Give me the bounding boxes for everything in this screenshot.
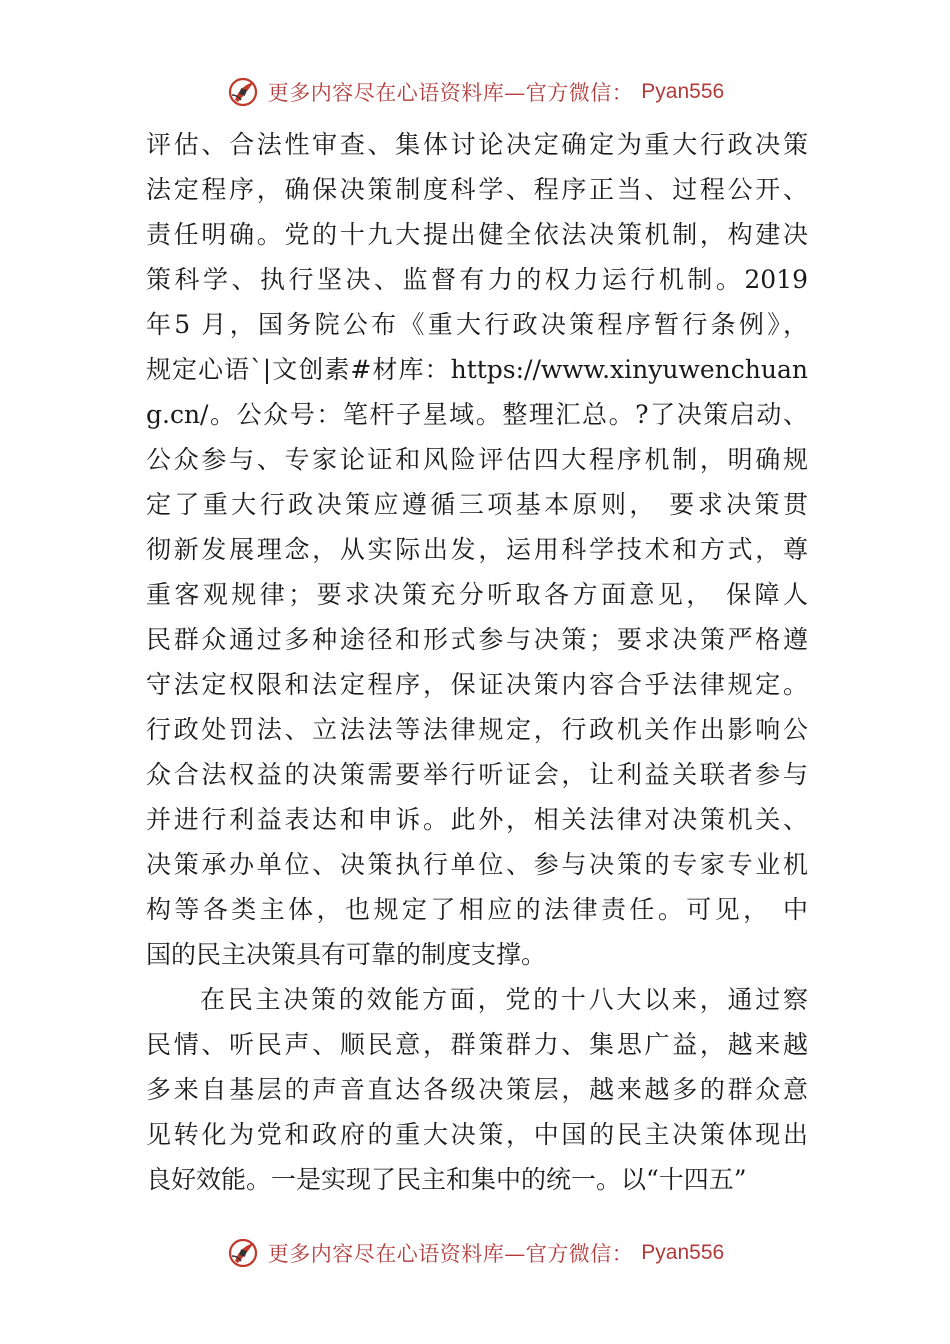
- text-line: 公众参与、专家论证和风险评估四大程序机制，明确规: [146, 445, 808, 474]
- footer-banner: [0, 1233, 950, 1273]
- text-line: 并进行利益表达和申诉。此外，相关法律对决策机关、: [146, 805, 808, 834]
- text-line: 行政处罚法、立法法等法律规定，行政机关作出影响公: [146, 715, 808, 744]
- text-line: 良好效能。一是实现了民主和集中的统一。以“十四五”: [146, 1165, 747, 1194]
- text-line: 多来自基层的声音直达各级决策层，越来越多的群众意: [146, 1075, 808, 1104]
- brand-logo-icon: [226, 1236, 260, 1270]
- text-line: 民群众通过多种途径和形式参与决策；要求决策严格遵: [146, 625, 808, 654]
- text-line: 策科学、执行坚决、监督有力的权力运行机制。2019: [146, 265, 808, 294]
- text-line: 彻新发展理念，从实际出发，运用科学技术和方式，尊: [146, 535, 808, 564]
- text-line: 民情、听民声、顺民意，群策群力、集思广益，越来越: [146, 1030, 808, 1059]
- text-line: 法定程序，确保决策制度科学、程序正当、过程公开、: [146, 175, 808, 204]
- text-line: 决策承办单位、决策执行单位、参与决策的专家专业机: [146, 850, 808, 879]
- header-banner: [0, 72, 950, 112]
- text-line: 年5 月，国务院公布《重大行政决策程序暂行条例》，: [146, 310, 808, 339]
- text-line: 规定心语`|文创素#材库：https://www.xinyuwenchuan: [146, 355, 808, 384]
- text-line: 评估、合法性审查、集体讨论决定确定为重大行政决策: [146, 130, 808, 159]
- header-banner-text: 更多内容尽在心语资料库—官方微信：: [267, 81, 634, 105]
- document-body: [146, 122, 808, 1202]
- text-line: g.cn/。公众号：笔杆子星域。整理汇总。?了决策启动、: [146, 400, 808, 429]
- text-line: 见转化为党和政府的重大决策，中国的民主决策体现出: [146, 1120, 808, 1149]
- text-line-paragraph-end: 国的民主决策具有可靠的制度支撑。: [146, 940, 547, 969]
- text-line: 重客观规律；要求决策充分听取各方面意见， 保障人: [146, 580, 808, 609]
- text-line: 守法定权限和法定程序，保证决策内容合乎法律规定。: [146, 670, 808, 699]
- text-line-paragraph-start: 在民主决策的效能方面，党的十八大以来，通过察: [200, 985, 808, 1014]
- footer-wechat-id: Pyan556: [641, 1241, 725, 1264]
- text-line: 构等各类主体，也规定了相应的法律责任。可见， 中: [146, 895, 808, 924]
- header-wechat-id: Pyan556: [641, 80, 725, 103]
- footer-banner-text: 更多内容尽在心语资料库—官方微信：: [267, 1242, 634, 1266]
- brand-logo-icon: [226, 75, 260, 109]
- text-line: 定了重大行政决策应遵循三项基本原则， 要求决策贯: [146, 490, 808, 519]
- text-line: 众合法权益的决策需要举行听证会，让利益关联者参与: [146, 760, 808, 789]
- text-line: 责任明确。党的十九大提出健全依法决策机制，构建决: [146, 220, 808, 249]
